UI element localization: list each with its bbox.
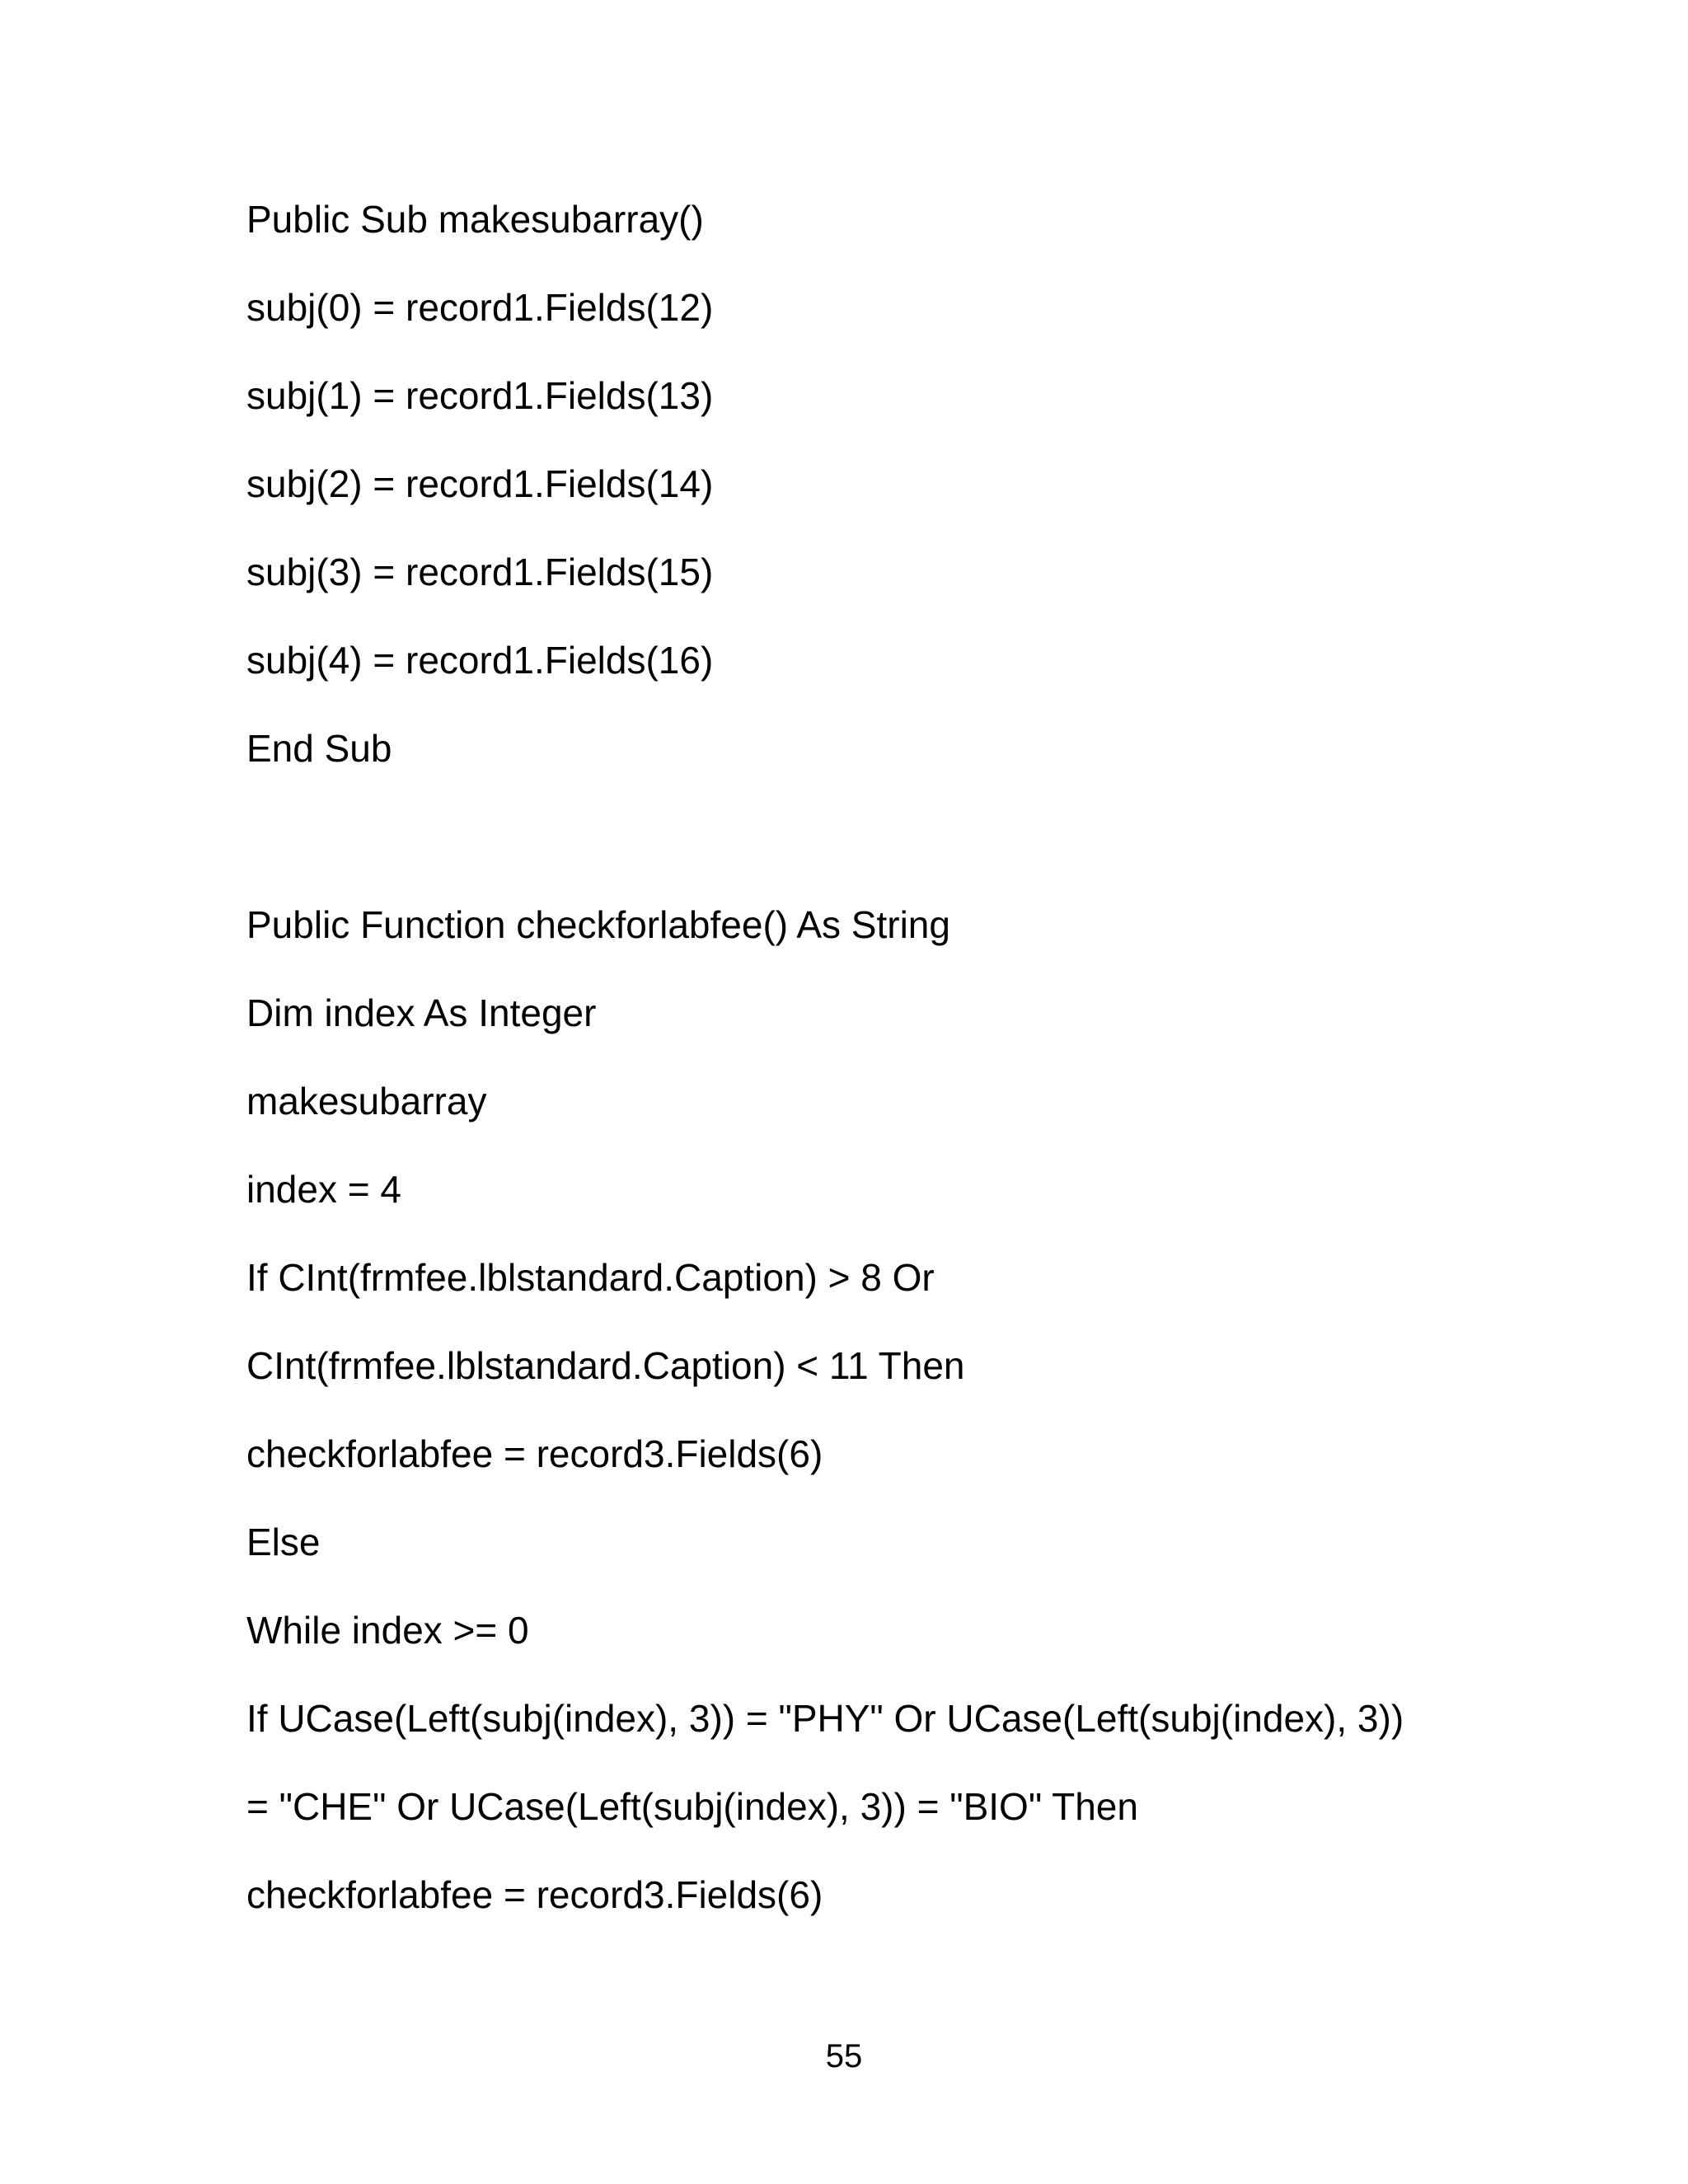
code-line: subj(3) = record1.Fields(15) xyxy=(246,551,714,593)
code-line: subj(1) = record1.Fields(13) xyxy=(246,374,714,417)
code-line: Else xyxy=(246,1521,321,1563)
code-line: Public Sub makesubarray() xyxy=(246,198,704,241)
code-line: checkforlabfee = record3.Fields(6) xyxy=(246,1873,823,1916)
code-line: makesubarray xyxy=(246,1080,487,1122)
code-line: While index >= 0 xyxy=(246,1609,529,1652)
code-line: = "CHE" Or UCase(Left(subj(index), 3)) = "BIO" Then xyxy=(246,1785,1138,1828)
code-line: index = 4 xyxy=(246,1168,401,1211)
code-line: subj(2) = record1.Fields(14) xyxy=(246,462,714,505)
code-line: subj(4) = record1.Fields(16) xyxy=(246,639,714,682)
code-line: subj(0) = record1.Fields(12) xyxy=(246,286,714,329)
code-line: checkforlabfee = record3.Fields(6) xyxy=(246,1432,823,1475)
code-line: If UCase(Left(subj(index), 3)) = "PHY" Or UCase(Left(subj(index), 3)) xyxy=(246,1697,1404,1740)
code-line: Dim index As Integer xyxy=(246,991,597,1034)
page-number: 55 xyxy=(825,2038,863,2074)
code-line: If CInt(frmfee.lblstandard.Caption) > 8 Or xyxy=(246,1256,935,1299)
code-line: Public Function checkforlabfee() As String xyxy=(246,903,950,946)
code-line: CInt(frmfee.lblstandard.Caption) < 11 Then xyxy=(246,1344,965,1387)
code-line: End Sub xyxy=(246,727,392,770)
